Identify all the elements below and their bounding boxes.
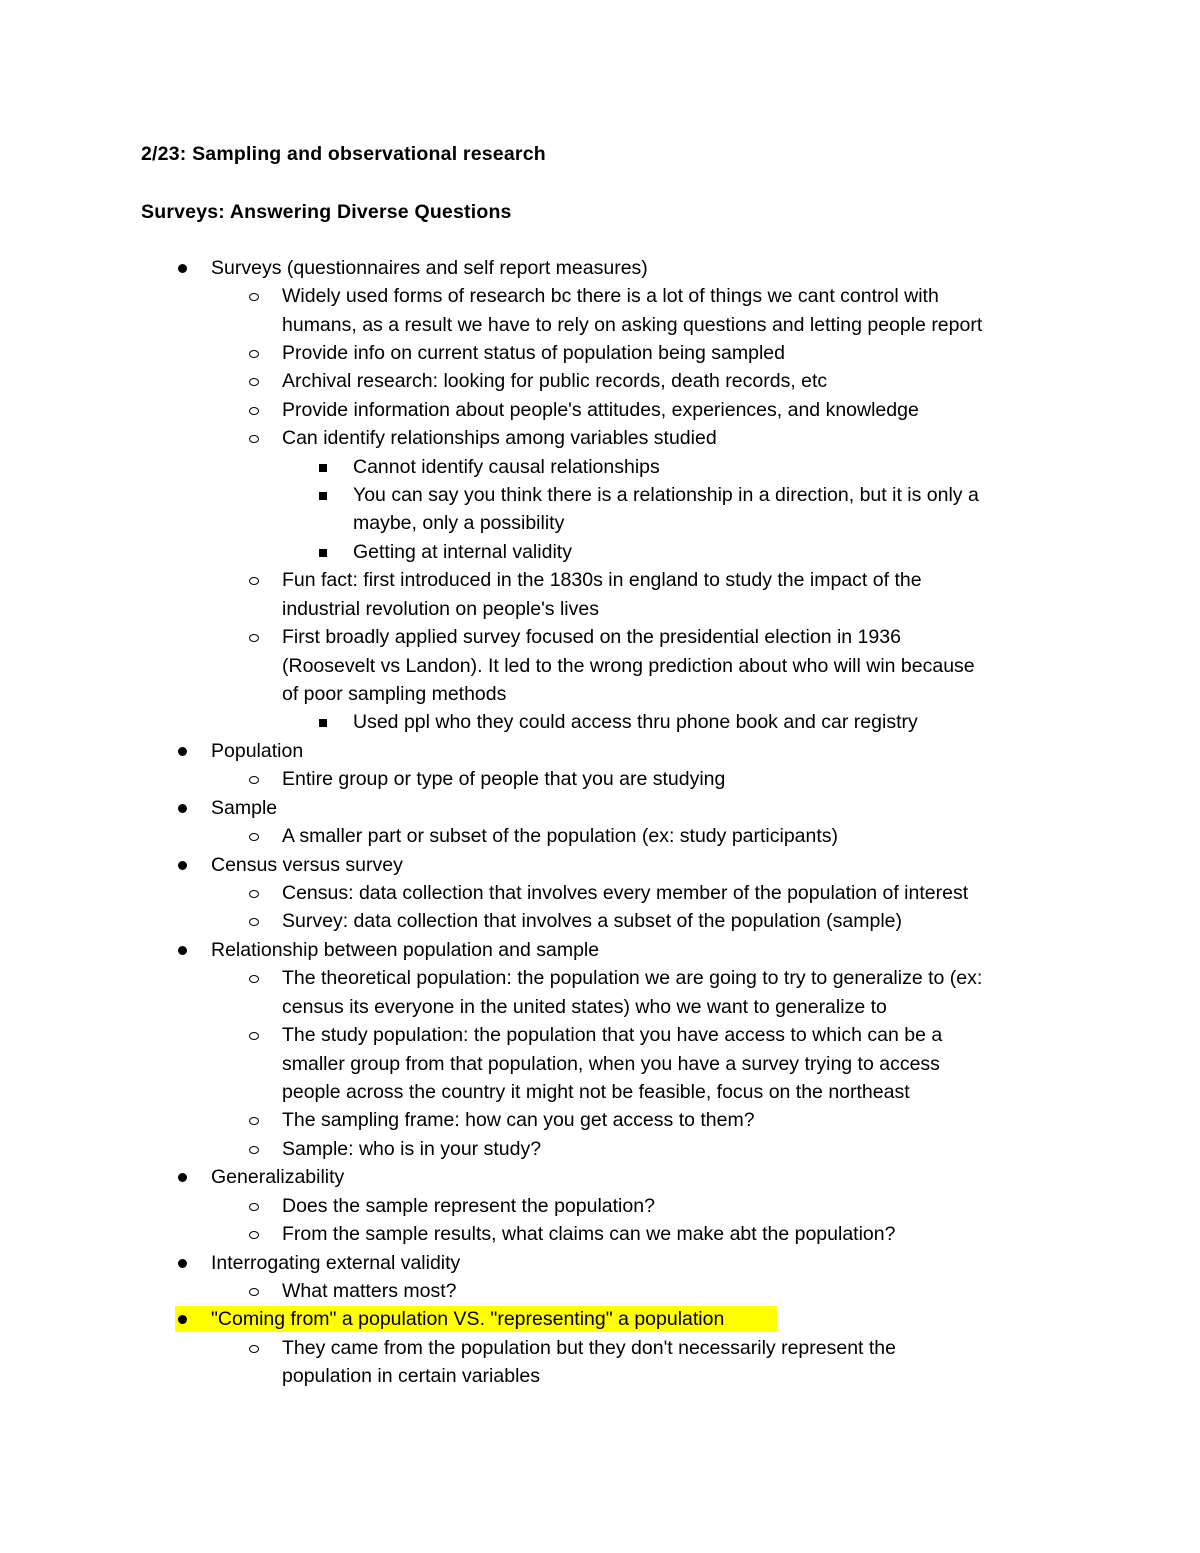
list-item: Provide info on current status of population being sampled	[282, 342, 785, 364]
bullet-circle	[249, 350, 259, 358]
bullet-circle	[249, 975, 259, 983]
list-item: Entire group or type of people that you are studying	[282, 768, 726, 790]
list-item-continuation: people across the country it might not be feasible, focus on the northeast	[282, 1081, 910, 1103]
bullet-square	[319, 719, 327, 727]
bullet-circle	[249, 776, 259, 784]
list-item: Sample	[211, 797, 278, 819]
highlighted-list-item: "Coming from" a population VS. "representing" a population	[211, 1308, 725, 1330]
list-item: What matters most?	[282, 1280, 457, 1302]
list-item: Census: data collection that involves every member of the population of interest	[282, 882, 969, 904]
bullet-square	[319, 464, 327, 472]
list-item: Surveys (questionnaires and self report measures)	[211, 257, 648, 279]
bullet-disc	[178, 861, 187, 870]
list-item: Used ppl who they could access thru phone book and car registry	[353, 711, 918, 733]
list-item: First broadly applied survey focused on the presidential election in 1936	[282, 626, 901, 648]
bullet-circle	[249, 1345, 259, 1353]
bullet-disc	[178, 264, 187, 273]
bullet-square	[319, 492, 327, 500]
bullet-circle	[249, 1117, 259, 1125]
section-heading: Surveys: Answering Diverse Questions	[141, 201, 512, 223]
bullet-disc	[178, 1173, 187, 1182]
bullet-circle	[249, 577, 259, 585]
bullet-circle	[249, 833, 259, 841]
list-item: Fun fact: first introduced in the 1830s in england to study the impact of the	[282, 569, 922, 591]
list-item: The sampling frame: how can you get access to them?	[282, 1109, 755, 1131]
list-item: A smaller part or subset of the population (ex: study participants)	[282, 825, 839, 847]
bullet-circle	[249, 378, 259, 386]
list-item-continuation: of poor sampling methods	[282, 683, 507, 705]
list-item: Survey: data collection that involves a subset of the population (sample)	[282, 910, 903, 932]
list-item: Widely used forms of research bc there is a lot of things we cant control with	[282, 285, 939, 307]
bullet-circle	[249, 1203, 259, 1211]
bullet-circle	[249, 918, 259, 926]
list-item: Does the sample represent the population?	[282, 1195, 655, 1217]
list-item-continuation: humans, as a result we have to rely on asking questions and letting people report	[282, 314, 983, 336]
list-item: Can identify relationships among variables studied	[282, 427, 717, 449]
list-item-continuation: (Roosevelt vs Landon). It led to the wrong prediction about who will win because	[282, 655, 975, 677]
bullet-disc	[178, 1315, 187, 1324]
bullet-circle	[249, 1146, 259, 1154]
list-item: Sample: who is in your study?	[282, 1138, 542, 1160]
bullet-disc	[178, 804, 187, 813]
list-item-continuation: maybe, only a possibility	[353, 512, 565, 534]
list-item: Generalizability	[211, 1166, 345, 1188]
bullet-circle	[249, 293, 259, 301]
list-item: From the sample results, what claims can we make abt the population?	[282, 1223, 896, 1245]
list-item: Interrogating external validity	[211, 1252, 461, 1274]
list-item: Cannot identify causal relationships	[353, 456, 660, 478]
list-item: Census versus survey	[211, 854, 403, 876]
bullet-square	[319, 549, 327, 557]
bullet-circle	[249, 407, 259, 415]
page-title: 2/23: Sampling and observational research	[141, 143, 546, 165]
list-item-continuation: census its everyone in the united states) who we want to generalize to	[282, 996, 887, 1018]
list-item: Getting at internal validity	[353, 541, 572, 563]
bullet-circle	[249, 1288, 259, 1296]
bullet-circle	[249, 890, 259, 898]
bullet-circle	[249, 435, 259, 443]
list-item: Archival research: looking for public records, death records, etc	[282, 370, 828, 392]
list-item: You can say you think there is a relationship in a direction, but it is only a	[353, 484, 979, 506]
bullet-disc	[178, 1259, 187, 1268]
list-item: Relationship between population and sample	[211, 939, 600, 961]
list-item: The theoretical population: the population we are going to try to generalize to (ex:	[282, 967, 983, 989]
list-item: They came from the population but they don't necessarily represent the	[282, 1337, 896, 1359]
bullet-circle	[249, 1032, 259, 1040]
list-item-continuation: smaller group from that population, when you have a survey trying to access	[282, 1053, 940, 1075]
bullet-disc	[178, 946, 187, 955]
bullet-disc	[178, 747, 187, 756]
bullet-circle	[249, 634, 259, 642]
list-item: The study population: the population that you have access to which can be a	[282, 1024, 943, 1046]
list-item-continuation: industrial revolution on people's lives	[282, 598, 599, 620]
list-item: Population	[211, 740, 304, 762]
list-item-continuation: population in certain variables	[282, 1365, 540, 1387]
list-item: Provide information about people's attitudes, experiences, and knowledge	[282, 399, 919, 421]
bullet-circle	[249, 1231, 259, 1239]
